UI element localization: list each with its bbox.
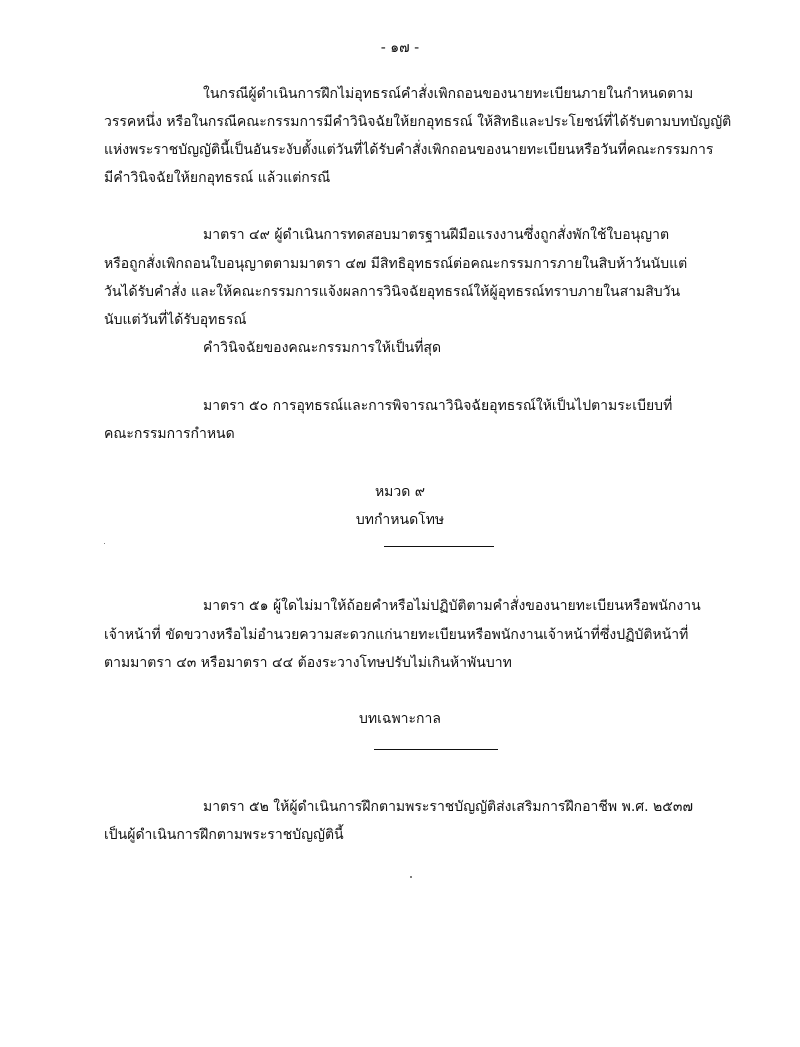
scan-speck (410, 876, 412, 878)
paragraph-line: คณะกรรมการกำหนด (104, 426, 235, 442)
section-50-heading-line: มาตรา ๕๐ การอุทธรณ์และการพิจารณาวินิจฉัยอุทธรณ์ให้เป็นไปตามระเบียบที่ (203, 398, 673, 414)
paragraph-line: แห่งพระราชบัญญัตินี้เป็นอันระงับตั้งแต่วันที่ได้รับคำสั่งเพิกถอนของนายทะเบียนหรือวันที่คณะกรรมการ (104, 142, 714, 158)
paragraph-line: เป็นผู้ดำเนินการฝึกตามพระราชบัญญัตินี้ (104, 827, 344, 843)
paragraph-line: เจ้าหน้าที่ ขัดขวางหรือไม่อำนวยความสะดวกแก่นายทะเบียนหรือพนักงานเจ้าหน้าที่ซึ่งปฏิบัติหน้าที่ (104, 627, 689, 643)
paragraph-line: คำวินิจฉัยของคณะกรรมการให้เป็นที่สุด (203, 340, 442, 356)
section-52-heading-line: มาตรา ๕๒ ให้ผู้ดำเนินการฝึกตามพระราชบัญญัติส่งเสริมการฝึกอาชีพ พ.ศ. ๒๕๓๗ (203, 799, 693, 815)
divider-line (374, 749, 498, 750)
paragraph-line: หรือถูกสั่งเพิกถอนใบอนุญาตตามมาตรา ๔๗ มีสิทธิอุทธรณ์ต่อคณะกรรมการภายในสิบห้าวันนับแต่ (104, 256, 688, 272)
scan-speck (104, 543, 105, 544)
paragraph-line: วันได้รับคำสั่ง และให้คณะกรรมการแจ้งผลการวินิจฉัยอุทธรณ์ให้ผู้อุทธรณ์ทราบภายในสามสิบวัน (104, 284, 681, 300)
page-number: - ๑๗ - (380, 40, 420, 56)
chapter-title: หมวด ๙ (374, 484, 426, 500)
paragraph-line: วรรคหนึ่ง หรือในกรณีคณะกรรมการมีคำวินิจฉัยให้ยกอุทธรณ์ ให้สิทธิและประโยชน์ที่ได้รับตามบทบัญญัติ (104, 114, 732, 130)
paragraph-line: ในกรณีผู้ดำเนินการฝึกไม่อุทธรณ์คำสั่งเพิกถอนของนายทะเบียนภายในกำหนดตาม (203, 86, 694, 102)
paragraph-line: ตามมาตรา ๔๓ หรือมาตรา ๔๔ ต้องระวางโทษปรับไม่เกินห้าพันบาท (104, 655, 512, 671)
divider-line (384, 546, 494, 547)
section-49-heading-line: มาตรา ๔๙ ผู้ดำเนินการทดสอบมาตรฐานฝีมือแรงงานซึ่งถูกสั่งพักใช้ใบอนุญาต (203, 227, 670, 243)
paragraph-line: มีคำวินิจฉัยให้ยกอุทธรณ์ แล้วแต่กรณี (104, 170, 331, 186)
section-51-heading-line: มาตรา ๕๑ ผู้ใดไม่มาให้ถ้อยคำหรือไม่ปฏิบัติตามคำสั่งของนายทะเบียนหรือพนักงาน (203, 598, 701, 614)
transitory-title: บทเฉพาะกาล (359, 711, 441, 727)
paragraph-line: นับแต่วันที่ได้รับอุทธรณ์ (104, 312, 247, 328)
chapter-subtitle: บทกำหนดโทษ (355, 512, 445, 528)
